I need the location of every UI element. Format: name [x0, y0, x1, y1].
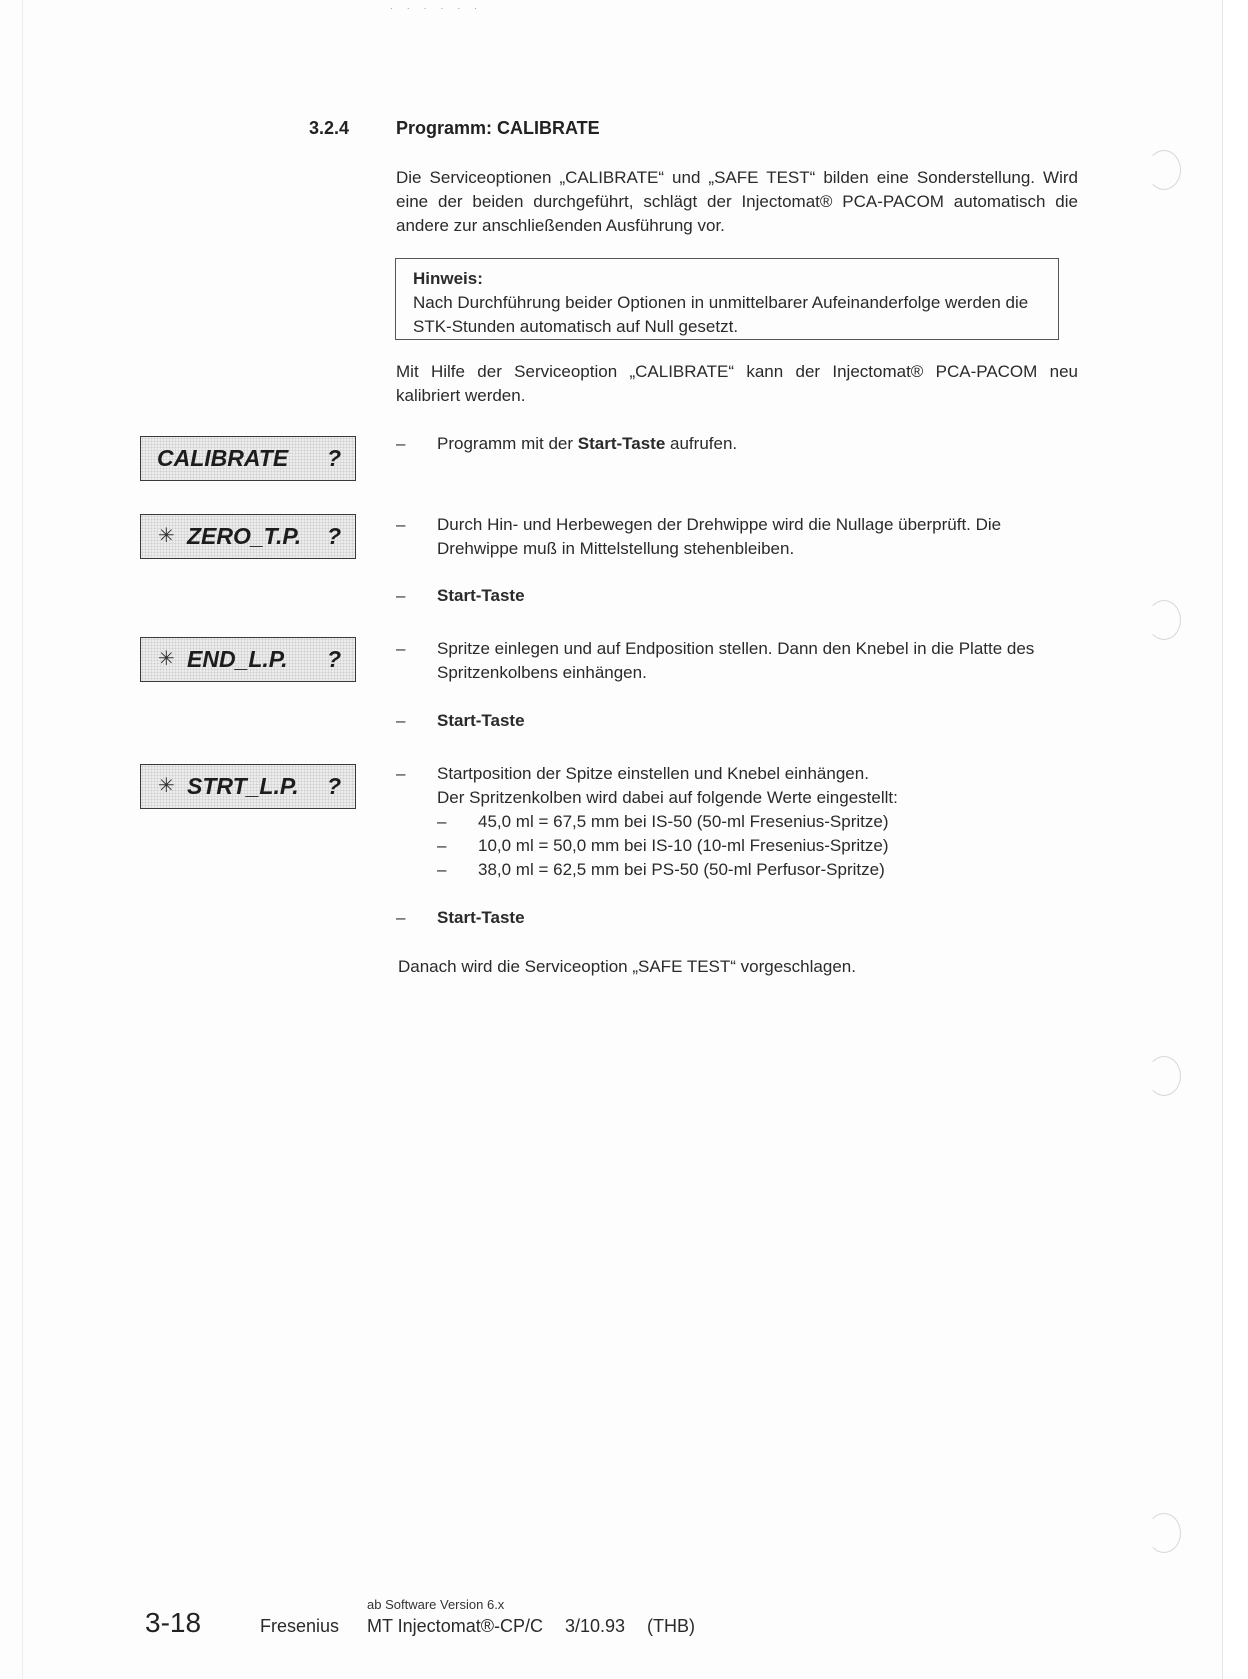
start-key-label: Start-Taste	[437, 711, 525, 730]
footer-company: Fresenius	[260, 1616, 340, 1636]
step-5	[396, 709, 1080, 733]
note-text: Nach Durchführung beider Optionen in unmittelbarer Aufeinanderfolge werden die STK-Stunden automatisch auf Null gesetzt.	[413, 293, 1029, 336]
step-text	[437, 762, 1080, 882]
step-text-part: aufrufen.	[665, 434, 738, 453]
list-dash: –	[396, 434, 406, 453]
lcd-label: CALIBRATE	[157, 445, 289, 471]
step-line: Der Spritzenkolben wird dabei auf folgende Werte eingestellt:	[437, 788, 898, 807]
lcd-display-zero-tp	[140, 514, 356, 559]
sub-item	[437, 810, 1080, 834]
footer-software-version: ab Software Version 6.x	[367, 1597, 505, 1612]
step-line: Startposition der Spitze einstellen und Knebel einhängen.	[437, 764, 869, 783]
step-text	[437, 432, 1080, 456]
description-paragraph: Mit Hilfe der Serviceoption „CALIBRATE“ kann der Injectomat® PCA-PACOM neu kalibriert werden.	[396, 362, 1078, 405]
step-2	[396, 513, 1080, 561]
asterisk-icon: ✳	[158, 525, 175, 547]
scan-specks: · · · · · ·	[390, 4, 484, 13]
list-dash: –	[396, 711, 406, 730]
footer-author: (THB)	[647, 1616, 696, 1636]
closing-paragraph: Danach wird die Serviceoption „SAFE TEST“ vorgeschlagen.	[398, 957, 856, 976]
footer-date: 3/10.93	[564, 1616, 626, 1636]
lcd-label: ZERO_T.P.	[187, 523, 302, 549]
binder-hole	[1147, 1056, 1181, 1096]
step-7	[396, 906, 1080, 930]
step-3	[396, 584, 1080, 608]
sub-item	[437, 858, 1080, 882]
step-text: Durch Hin- und Herbewegen der Drehwippe wird die Nullage überprüft. Die Drehwippe muß in Mittelstellung stehenbleiben.	[437, 515, 1002, 558]
list-dash: –	[437, 812, 447, 831]
step-text: Spritze einlegen und auf Endposition stellen. Dann den Knebel in die Platte des Spritzenkolbens einhängen.	[437, 639, 1035, 682]
list-dash: –	[396, 639, 406, 658]
start-key-label: Start-Taste	[577, 434, 666, 453]
binder-hole	[1147, 150, 1181, 190]
lcd-display-strt-lp	[140, 764, 356, 809]
step-text-part: Programm mit der	[437, 434, 578, 453]
section-number: 3.2.4	[309, 118, 350, 138]
list-dash: –	[396, 764, 406, 783]
start-key-label: Start-Taste	[437, 908, 525, 927]
page-number: 3-18	[145, 1607, 202, 1638]
sub-item-text: 45,0 ml = 67,5 mm bei IS-50 (50-ml Fresenius-Spritze)	[478, 812, 889, 831]
lcd-display-end-lp	[140, 637, 356, 682]
sub-item-text: 38,0 ml = 62,5 mm bei PS-50 (50-ml Perfusor-Spritze)	[478, 860, 885, 879]
step-6	[396, 762, 1080, 882]
note-title: Hinweis:	[413, 269, 483, 288]
binder-hole	[1147, 1513, 1181, 1553]
lcd-question-mark: ?	[326, 445, 341, 471]
asterisk-icon: ✳	[158, 775, 175, 797]
list-dash: –	[437, 836, 447, 855]
list-dash: –	[437, 860, 447, 879]
lcd-label: END_L.P.	[187, 646, 288, 672]
step-4	[396, 637, 1080, 685]
list-dash: –	[396, 586, 406, 605]
lcd-question-mark: ?	[326, 523, 341, 549]
note-box	[395, 258, 1059, 340]
section-title: Programm: CALIBRATE	[396, 118, 600, 138]
step-1	[396, 432, 1080, 456]
footer-document-info	[367, 1616, 717, 1637]
page-edge	[22, 0, 23, 1679]
list-dash: –	[396, 908, 406, 927]
sub-item-text: 10,0 ml = 50,0 mm bei IS-10 (10-ml Fresenius-Spritze)	[478, 836, 889, 855]
asterisk-icon: ✳	[158, 648, 175, 670]
list-dash: –	[396, 515, 406, 534]
lcd-label: STRT_L.P.	[187, 773, 299, 799]
intro-paragraph: Die Serviceoptionen „CALIBRATE“ und „SAFE TEST“ bilden eine Sonderstellung. Wird eine der beiden durchgeführt, schlägt der Injectomat® PCA-PACOM automatisch die andere zur anschließenden Ausführung vor.	[396, 168, 1078, 235]
start-key-label: Start-Taste	[437, 586, 525, 605]
binder-hole	[1147, 600, 1181, 640]
lcd-question-mark: ?	[326, 646, 341, 672]
lcd-display-calibrate	[140, 436, 356, 481]
sub-item	[437, 834, 1080, 858]
lcd-question-mark: ?	[326, 773, 341, 799]
footer-model: MT Injectomat®-CP/C	[367, 1616, 543, 1636]
